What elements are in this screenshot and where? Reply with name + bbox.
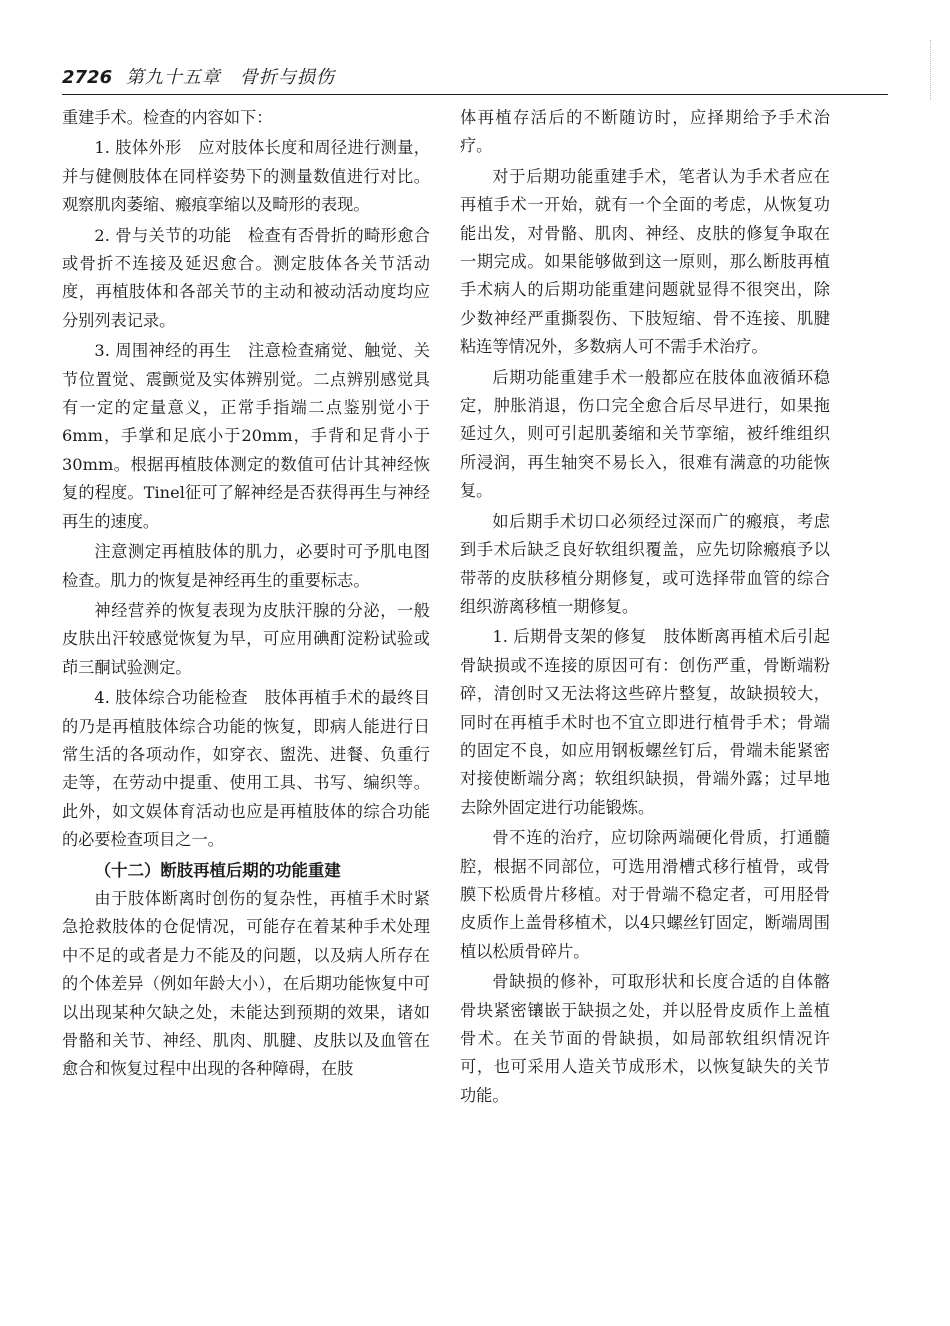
- section-heading: （十二）断肢再植后期的功能重建: [94, 860, 341, 880]
- right-column: [460, 104, 830, 1112]
- paragraph: 对于后期功能重建手术，笔者认为手术者应在再植手术一开始，就有一个全面的考虑，从恢复功能出发，对骨骼、肌肉、神经、皮肤的修复争取在一期完成。如果能够做到这一原则，那么断肢再植手术病人的后期功能重建问题就显得不很突出，除少数神经严重撕裂伤、下肢短缩、骨不连接、肌腱粘连等情况外，多数病人可不需手术治疗。: [460, 166, 830, 357]
- paragraph: 如后期手术切口必须经过深而广的瘢痕，考虑到手术后缺乏良好软组织覆盖，应先切除瘢痕予以带蒂的皮肤移植分期修复，或可选择带血管的综合组织游离移植一期修复。: [460, 511, 830, 616]
- paragraph: 1. 肢体外形 应对肢体长度和周径进行测量，并与健侧肢体在同样姿势下的测量数值进行对比。观察肌肉萎缩、瘢痕挛缩以及畸形的表现。: [62, 138, 430, 215]
- paragraph: 3. 周围神经的再生 注意检查痛觉、触觉、关节位置觉、震颤觉及实体辨别觉。二点辨别感觉具有一定的定量意义，正常手指端二点鉴别觉小于6mm，手掌和足底小于20mm，手背和足背小于30mm。根据再植肢体测定的数值可估计其神经恢复的程度。Tinel征可了解神经是否获得再生与神经再生的速度。: [62, 341, 430, 531]
- paragraph: 神经营养的恢复表现为皮肤汗腺的分泌，一般皮肤出汗较感觉恢复为早，可应用碘酊淀粉试验或茚三酮试验测定。: [62, 600, 430, 677]
- paragraph: 重建手术。检查的内容如下：: [62, 108, 273, 127]
- paragraph: 注意测定再植肢体的肌力，必要时可予肌电图检查。肌力的恢复是神经再生的重要标志。: [62, 542, 430, 590]
- paragraph: 1. 后期骨支架的修复 肢体断离再植术后引起骨缺损或不连接的原因可有：创伤严重，骨断端粉碎，清创时又无法将这些碎片整复，故缺损较大，同时在再植手术时也不宜立即进行植骨手术；骨端的固定不良，如应用钢板螺丝钉后，骨端未能紧密对接使断端分离；软组织缺损，骨端外露；过早地去除外固定进行功能锻炼。: [460, 627, 830, 817]
- chapter-title: 第九十五章 骨折与损伤: [125, 67, 335, 88]
- paragraph: 2. 骨与关节的功能 检查有否骨折的畸形愈合或骨折不连接及延迟愈合。测定肢体各关节活动度，再植肢体和各部关节的主动和被动活动度均应分别列表记录。: [62, 225, 430, 330]
- page-header: [62, 66, 888, 95]
- paragraph: 4. 肢体综合功能检查 肢体再植手术的最终目的乃是再植肢体综合功能的恢复，即病人能进行日常生活的各项动作，如穿衣、盥洗、进餐、负重行走等，在劳动中提重、使用工具、书写、编织等。此外，如文娱体育活动也应是再植肢体的综合功能的必要检查项目之一。: [62, 688, 430, 850]
- paragraph: 后期功能重建手术一般都应在肢体血液循环稳定，肿胀消退，伤口完全愈合后尽早进行，如果拖延过久，则可引起肌萎缩和关节挛缩，被纤维组织所浸润，再生轴突不易长入，很难有满意的功能恢复。: [460, 367, 830, 501]
- page-edge-mark: [930, 40, 933, 100]
- paragraph: 由于肢体断离时创伤的复杂性，再植手术时紧急抢救肢体的仓促情况，可能存在着某种手术处理中不足的或者是力不能及的问题，以及病人所存在的个体差异（例如年龄大小），在后期功能恢复中可以出现某种欠缺之处，未能达到预期的效果，诸如骨骼和关节、神经、肌肉、肌腱、皮肤以及血管在愈合和恢复过程中出现的各种障碍，在肢: [62, 888, 430, 1079]
- page-number: 2726: [62, 67, 113, 88]
- left-column: [62, 104, 430, 1086]
- paragraph: 骨不连的治疗，应切除两端硬化骨质，打通髓腔，根据不同部位，可选用滑槽式移行植骨，或骨膜下松质骨片移植。对于骨端不稳定者，可用胫骨皮质作上盖骨移植术，以4只螺丝钉固定，断端周围植以松质骨碎片。: [460, 828, 830, 961]
- paragraph: 体再植存活后的不断随访时，应择期给予手术治疗。: [460, 108, 830, 156]
- paragraph: 骨缺损的修补，可取形状和长度合适的自体髂骨块紧密镶嵌于缺损之处，并以胫骨皮质作上盖植骨术。在关节面的骨缺损，如局部软组织情况许可，也可采用人造关节成形术，以恢复缺失的关节功能。: [460, 972, 830, 1105]
